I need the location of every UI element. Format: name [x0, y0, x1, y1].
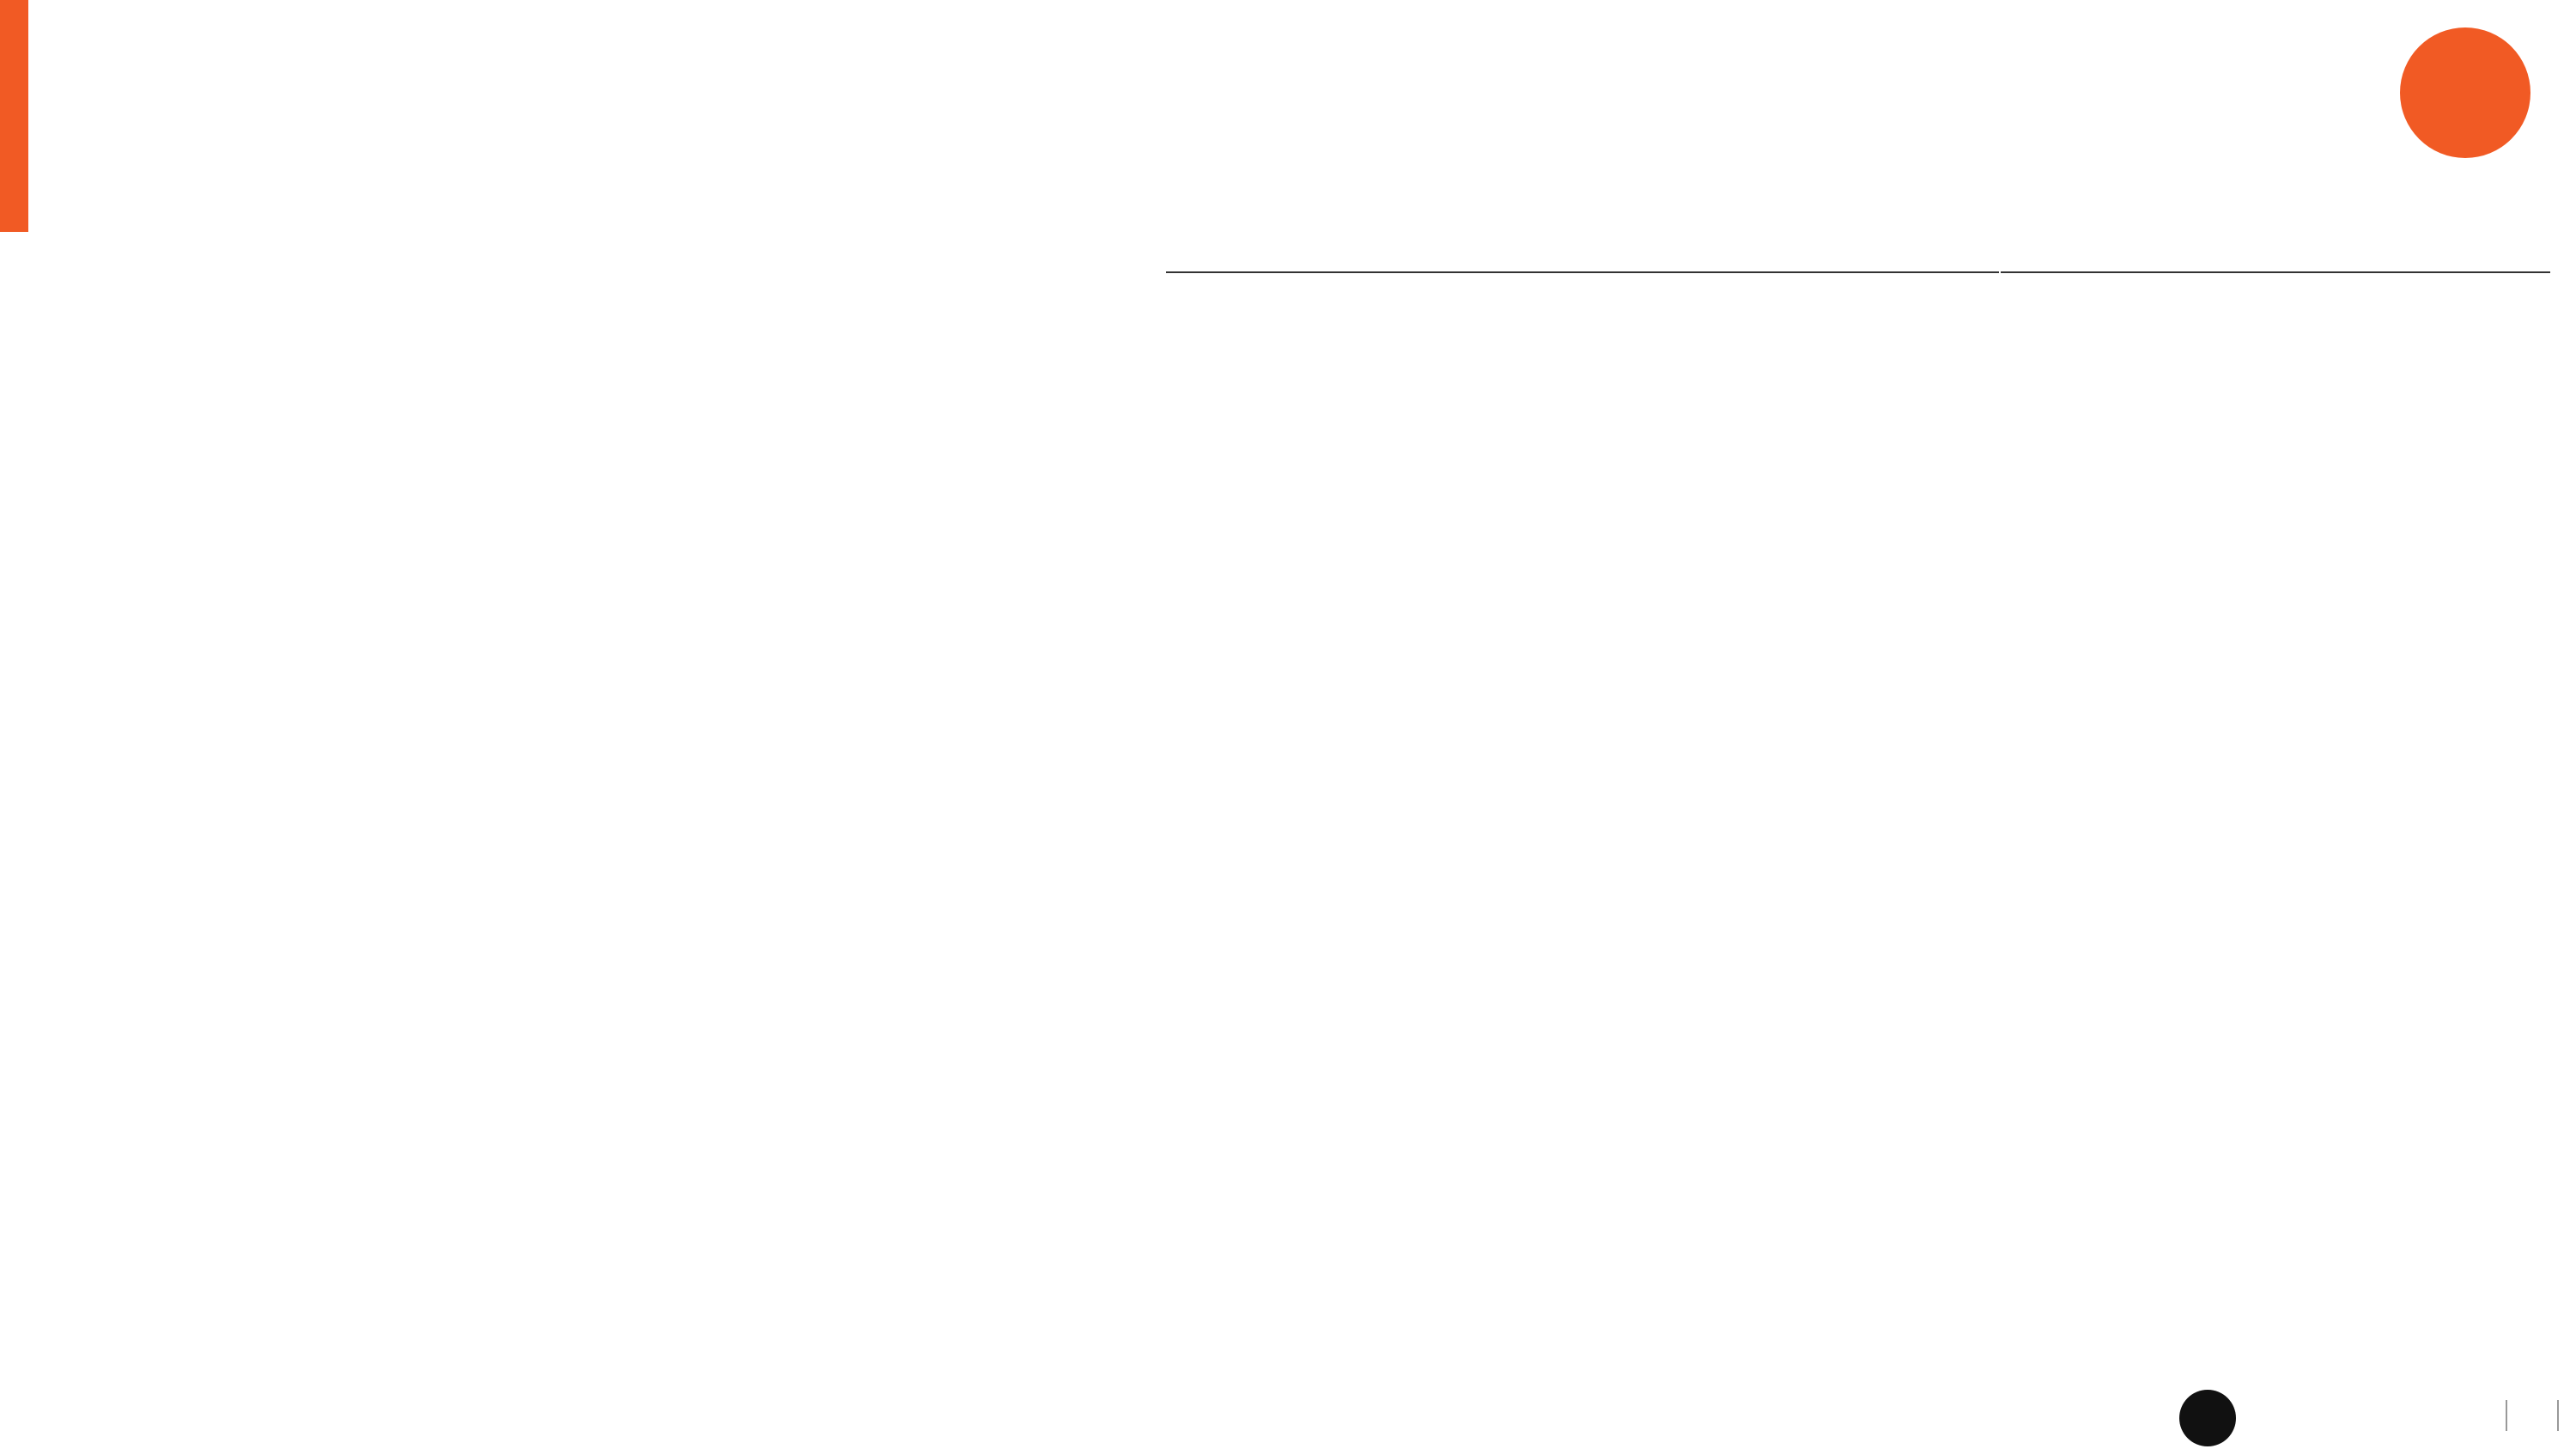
page-divider-right: [2557, 1400, 2559, 1431]
title-block: [100, 62, 117, 161]
footer-logo: [2179, 1390, 2236, 1446]
accent-bar: [0, 0, 28, 232]
brand-logo: [2400, 27, 2530, 158]
group-header-three-months: [1166, 239, 1999, 273]
page-divider-left: [2506, 1400, 2507, 1431]
group-header-year: [2001, 239, 2550, 273]
